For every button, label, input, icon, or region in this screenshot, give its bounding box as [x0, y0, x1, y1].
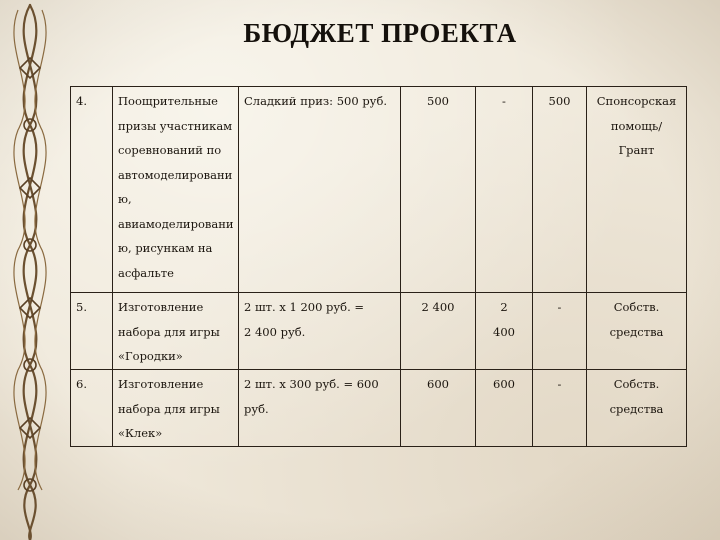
- page-title: БЮДЖЕТ ПРОЕКТА: [243, 18, 517, 48]
- item-name: Изготовление набора для игры «Городки»: [113, 293, 239, 370]
- item-name: Изготовление набора для игры «Клек»: [113, 370, 239, 447]
- cost-calculation: Сладкий приз: 500 руб.: [239, 87, 401, 293]
- row-number: 6.: [71, 370, 113, 447]
- table-row: [71, 87, 687, 293]
- funding-source: Спонсорская помощь/ Грант: [587, 87, 687, 293]
- own-funds-amount: 2 400: [476, 293, 533, 370]
- table-row: [71, 293, 687, 370]
- budget-table: [70, 86, 687, 447]
- funding-source: Собств. средства: [587, 370, 687, 447]
- celtic-knot-ornament-icon: [0, 0, 60, 540]
- own-funds-amount: -: [476, 87, 533, 293]
- table-row: [71, 370, 687, 447]
- row-number: 4.: [71, 87, 113, 293]
- cost-calculation: 2 шт. х 1 200 руб. = 2 400 руб.: [239, 293, 401, 370]
- attracted-funds-amount: -: [533, 370, 587, 447]
- attracted-funds-amount: 500: [533, 87, 587, 293]
- total-amount: 500: [401, 87, 476, 293]
- total-amount: 2 400: [401, 293, 476, 370]
- own-funds-amount: 600: [476, 370, 533, 447]
- attracted-funds-amount: -: [533, 293, 587, 370]
- item-name: Поощрительные призы участникам соревнований по автомоделировани ю, авиамоделировани ю, рисункам на асфальте: [113, 87, 239, 293]
- funding-source: Собств. средства: [587, 293, 687, 370]
- row-number: 5.: [71, 293, 113, 370]
- total-amount: 600: [401, 370, 476, 447]
- cost-calculation: 2 шт. х 300 руб. = 600 руб.: [239, 370, 401, 447]
